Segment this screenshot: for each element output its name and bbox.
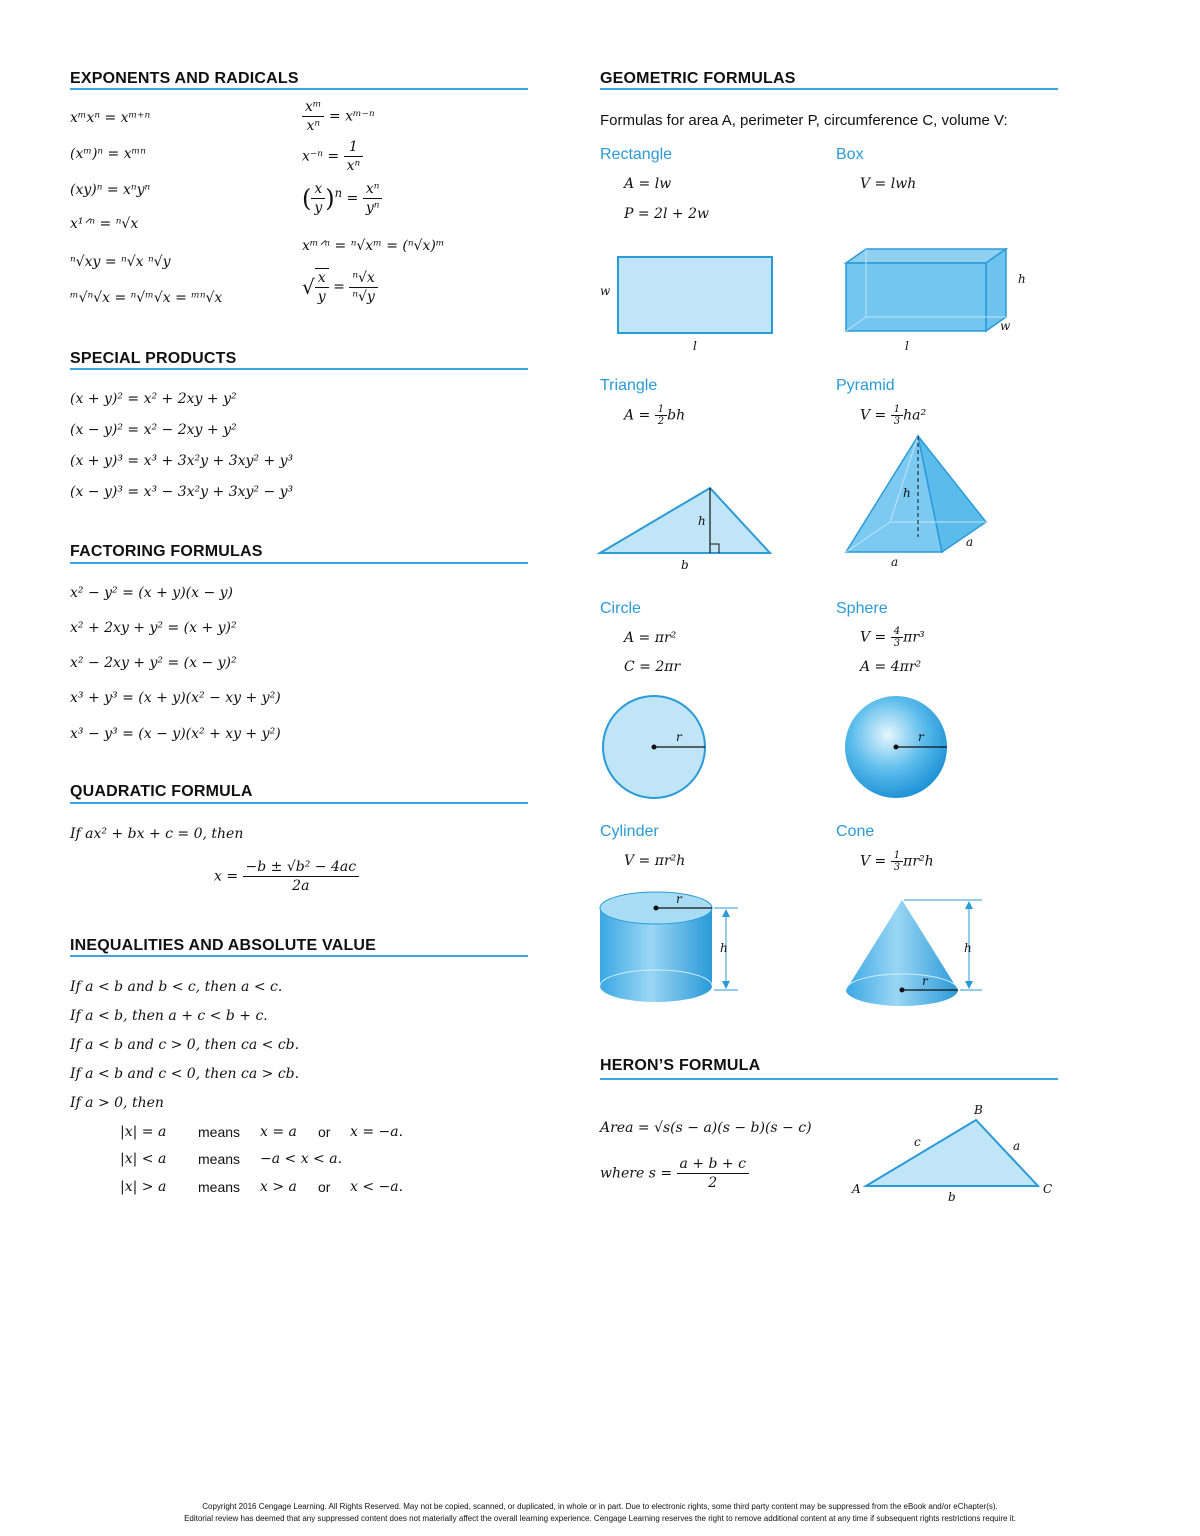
rectangle-perimeter: P = 2l + 2w	[624, 206, 709, 222]
circle-radius-label: r	[676, 730, 682, 744]
triangle-shape	[600, 488, 770, 553]
formula-quotient-power: ( $\frac{x}{y}$ )$^n$ = $\frac{\text{xⁿ}}{\text{yⁿ}}$	[302, 180, 382, 217]
quotient-numerator: xᵐ	[302, 98, 324, 117]
paren-rhs-denominator: yⁿ	[365, 200, 380, 216]
pyramid-frac-den: 3	[893, 416, 901, 427]
heron-side-b: b	[948, 1190, 956, 1204]
box-length-label: l	[905, 339, 909, 353]
quadratic-formula	[214, 858, 359, 895]
pyramid-side-label: a	[966, 535, 974, 549]
cone-title: Cone	[836, 823, 875, 840]
paren-denominator: y	[314, 200, 323, 216]
abs-lhs: |x| > a	[120, 1179, 167, 1195]
pyramid-volume-rhs: ha²	[903, 407, 927, 424]
pyramid-title: Pyramid	[836, 377, 895, 394]
pyramid-base-label: a	[891, 555, 899, 569]
quadratic-numerator: −b ± √b² − 4ac	[243, 858, 360, 877]
cylinder-center-dot	[654, 906, 659, 911]
heron-side-a: a	[1013, 1139, 1021, 1153]
root-frac-rhs-numerator: ⁿ√x	[349, 269, 378, 288]
abs-rhs1: x = a	[260, 1124, 297, 1140]
formula-product-rule: xᵐxⁿ = xᵐ⁺ⁿ	[70, 110, 151, 126]
cone-volume	[860, 850, 934, 873]
special-product-2: (x − y)² = x² − 2xy + y²	[70, 422, 237, 438]
cylinder-volume: V = πr²h	[624, 853, 686, 869]
paren-exponent: n	[334, 185, 343, 200]
factoring-2: x² + 2xy + y² = (x + y)²	[70, 620, 237, 636]
inequality-3: If a < b and c > 0, then ca < cb.	[70, 1037, 300, 1053]
rectangle-width-label: w	[600, 284, 611, 298]
neg-lhs: x⁻ⁿ =	[302, 148, 340, 165]
section-rule	[70, 88, 528, 90]
pyramid-diagram	[840, 432, 1000, 557]
triangle-area-rhs: bh	[667, 407, 686, 424]
arrow-down-icon	[965, 981, 973, 989]
sphere-center-dot	[894, 745, 899, 750]
sphere-volume-lhs: V =	[860, 629, 887, 646]
abs-means: means	[198, 1124, 241, 1140]
formula-quotient-rule	[302, 98, 375, 135]
root-frac-denominator: y	[317, 289, 326, 305]
sphere-frac-den: 3	[893, 638, 901, 649]
triangle-frac-num: 1	[655, 404, 667, 416]
sphere-frac-num: 4	[891, 626, 903, 638]
quadratic-lhs: x =	[214, 868, 239, 885]
triangle-area	[624, 404, 685, 427]
section-rule	[70, 802, 528, 804]
inequality-4: If a < b and c < 0, then ca > cb.	[70, 1066, 300, 1082]
rectangle-shape	[618, 257, 772, 333]
cylinder-height-label: h	[720, 941, 728, 955]
sphere-radius-label: r	[918, 730, 924, 744]
factoring-4: x³ + y³ = (x + y)(x² − xy + y²)	[70, 690, 281, 706]
formula-nested-root: ᵐ√ⁿ√x = ⁿ√ᵐ√x = ᵐⁿ√x	[70, 290, 223, 306]
triangle-area-lhs: A =	[624, 407, 651, 424]
special-product-3: (x + y)³ = x³ + 3x²y + 3xy² + y³	[70, 453, 294, 469]
triangle-diagram	[598, 485, 778, 560]
box-volume: V = lwh	[860, 176, 917, 192]
pyramid-frac-num: 1	[891, 404, 903, 416]
geometric-intro: Formulas for area A, perimeter P, circumference C, volume V:	[600, 112, 1008, 129]
circle-title: Circle	[600, 600, 641, 617]
formula-negative-exponent	[302, 138, 363, 175]
pyramid-volume-lhs: V =	[860, 407, 887, 424]
formula-rational-exponent: xᵐᐟⁿ = ⁿ√xᵐ = (ⁿ√x)ᵐ	[302, 238, 445, 254]
neg-denominator: xⁿ	[346, 158, 361, 174]
special-product-1: (x + y)² = x² + 2xy + y²	[70, 391, 237, 407]
cylinder-radius-label: r	[676, 892, 682, 906]
formula-root-quotient: √ $\frac{x}{y}$ = $\frac{\text{ⁿ√x}}{\text{ⁿ√y}}$	[302, 268, 378, 306]
abs-rhs2: x = −a.	[350, 1124, 404, 1140]
factoring-5: x³ − y³ = (x − y)(x² + xy + y²)	[70, 726, 281, 742]
sphere-volume	[860, 626, 925, 649]
box-title: Box	[836, 146, 864, 163]
section-rule	[600, 1078, 1058, 1080]
triangle-frac-den: 2	[657, 416, 665, 427]
factoring-1: x² − y² = (x + y)(x − y)	[70, 585, 234, 601]
cone-radius-label: r	[922, 974, 928, 988]
arrow-up-icon	[965, 901, 973, 909]
arrow-up-icon	[722, 909, 730, 917]
cone-center-dot	[900, 988, 905, 993]
cone-volume-rhs: πr²h	[903, 853, 934, 870]
section-rule	[70, 562, 528, 564]
section-title-inequalities: INEQUALITIES AND ABSOLUTE VALUE	[70, 937, 377, 954]
formula-power-rule: (xᵐ)ⁿ = xᵐⁿ	[70, 146, 146, 162]
box-width-label: w	[1000, 319, 1011, 333]
formula-root-product: ⁿ√xy = ⁿ√x ⁿ√y	[70, 254, 171, 270]
abs-or: or	[318, 1179, 331, 1195]
formula-product-power: (xy)ⁿ = xⁿyⁿ	[70, 182, 151, 198]
heron-where-lhs: where s =	[600, 1165, 673, 1182]
root-frac-numerator: x	[315, 269, 329, 288]
sphere-volume-rhs: πr³	[903, 629, 925, 646]
neg-numerator: 1	[344, 138, 364, 157]
cone-height-label: h	[964, 941, 972, 955]
sphere-diagram	[844, 695, 954, 799]
section-rule	[70, 955, 528, 957]
heron-vertex-C: C	[1043, 1182, 1053, 1196]
triangle-base-label: b	[681, 558, 689, 572]
abs-means: means	[198, 1179, 241, 1195]
pyramid-height-label: h	[903, 486, 911, 500]
triangle-height-label: h	[698, 514, 706, 528]
inequality-2: If a < b, then a + c < b + c.	[70, 1008, 268, 1024]
section-title-heron: HERON’S FORMULA	[600, 1057, 761, 1074]
heron-side-c: c	[914, 1135, 921, 1149]
rectangle-length-label: l	[693, 339, 697, 353]
paren-numerator: x	[311, 180, 325, 199]
abs-lhs: |x| < a	[120, 1151, 167, 1167]
cone-volume-lhs: V =	[860, 853, 887, 870]
section-title-quadratic: QUADRATIC FORMULA	[70, 783, 253, 800]
abs-means: means	[198, 1151, 241, 1167]
circle-center-dot	[652, 745, 657, 750]
sphere-title: Sphere	[836, 600, 888, 617]
cone-frac-num: 1	[891, 850, 903, 862]
copyright-line-1: Copyright 2016 Cengage Learning. All Rights Reserved. May not be copied, scanned, or duplicated, in whole or in part. Due to electronic rights, some third party content may be suppressed from the eBook and/or eChapter(s).	[202, 1502, 998, 1511]
rectangle-diagram	[600, 250, 800, 360]
formula-fractional-exponent: x¹ᐟⁿ = ⁿ√x	[70, 216, 139, 232]
cone-frac-den: 3	[893, 862, 901, 873]
box-height-label: h	[1018, 272, 1026, 286]
heron-vertex-A: A	[852, 1182, 861, 1196]
inequality-1: If a < b and b < c, then a < c.	[70, 979, 283, 995]
abs-rhs1: x > a	[260, 1179, 297, 1195]
rectangle-area: A = lw	[624, 176, 672, 192]
triangle-title: Triangle	[600, 377, 658, 394]
section-title-exponents: EXPONENTS AND RADICALS	[70, 70, 299, 87]
root-frac-rhs-denominator: ⁿ√y	[352, 288, 375, 305]
copyright-line-2: Editorial review has deemed that any suppressed content does not materially affect the overall learning experience. Cengage Learning reserves the right to remove additional content at any time if subsequent rights restrictions require it.	[184, 1514, 1016, 1523]
circle-circumference: C = 2πr	[624, 659, 681, 675]
arrow-down-icon	[722, 981, 730, 989]
paren-rhs-numerator: xⁿ	[363, 180, 383, 199]
heron-where-numerator: a + b + c	[677, 1155, 749, 1174]
special-product-4: (x − y)³ = x³ − 3x²y + 3xy² − y³	[70, 484, 294, 500]
abs-rhs1: −a < x < a.	[260, 1151, 343, 1167]
quadratic-intro: If ax² + bx + c = 0, then	[70, 826, 244, 842]
heron-where-denominator: 2	[708, 1175, 718, 1191]
heron-area-formula: Area = √s(s − a)(s − b)(s − c)	[600, 1120, 812, 1136]
quadratic-denominator: 2a	[292, 878, 310, 894]
heron-vertex-B: B	[974, 1103, 983, 1117]
abs-lhs: |x| = a	[120, 1124, 167, 1140]
box-front-face	[846, 263, 986, 331]
section-rule	[600, 88, 1058, 90]
heron-triangle-diagram	[860, 1112, 1050, 1192]
inequality-5: If a > 0, then	[70, 1095, 164, 1111]
quotient-denominator: xⁿ	[306, 118, 321, 134]
heron-triangle-shape	[866, 1120, 1038, 1186]
heron-semiperimeter	[600, 1155, 749, 1192]
pyramid-volume	[860, 404, 926, 427]
circle-diagram	[600, 695, 710, 799]
abs-rhs2: x < −a.	[350, 1179, 404, 1195]
cylinder-title: Cylinder	[600, 823, 659, 840]
section-title-special-products: SPECIAL PRODUCTS	[70, 350, 237, 367]
abs-or: or	[318, 1124, 331, 1140]
box-top-face	[846, 249, 1006, 263]
sphere-area: A = 4πr²	[860, 659, 922, 675]
circle-area: A = πr²	[624, 630, 677, 646]
rectangle-title: Rectangle	[600, 146, 673, 163]
section-title-factoring: FACTORING FORMULAS	[70, 543, 263, 560]
section-title-geometric: GEOMETRIC FORMULAS	[600, 70, 796, 87]
quotient-rhs: = xᵐ⁻ⁿ	[328, 108, 375, 125]
section-rule	[70, 368, 528, 370]
factoring-3: x² − 2xy + y² = (x − y)²	[70, 655, 237, 671]
